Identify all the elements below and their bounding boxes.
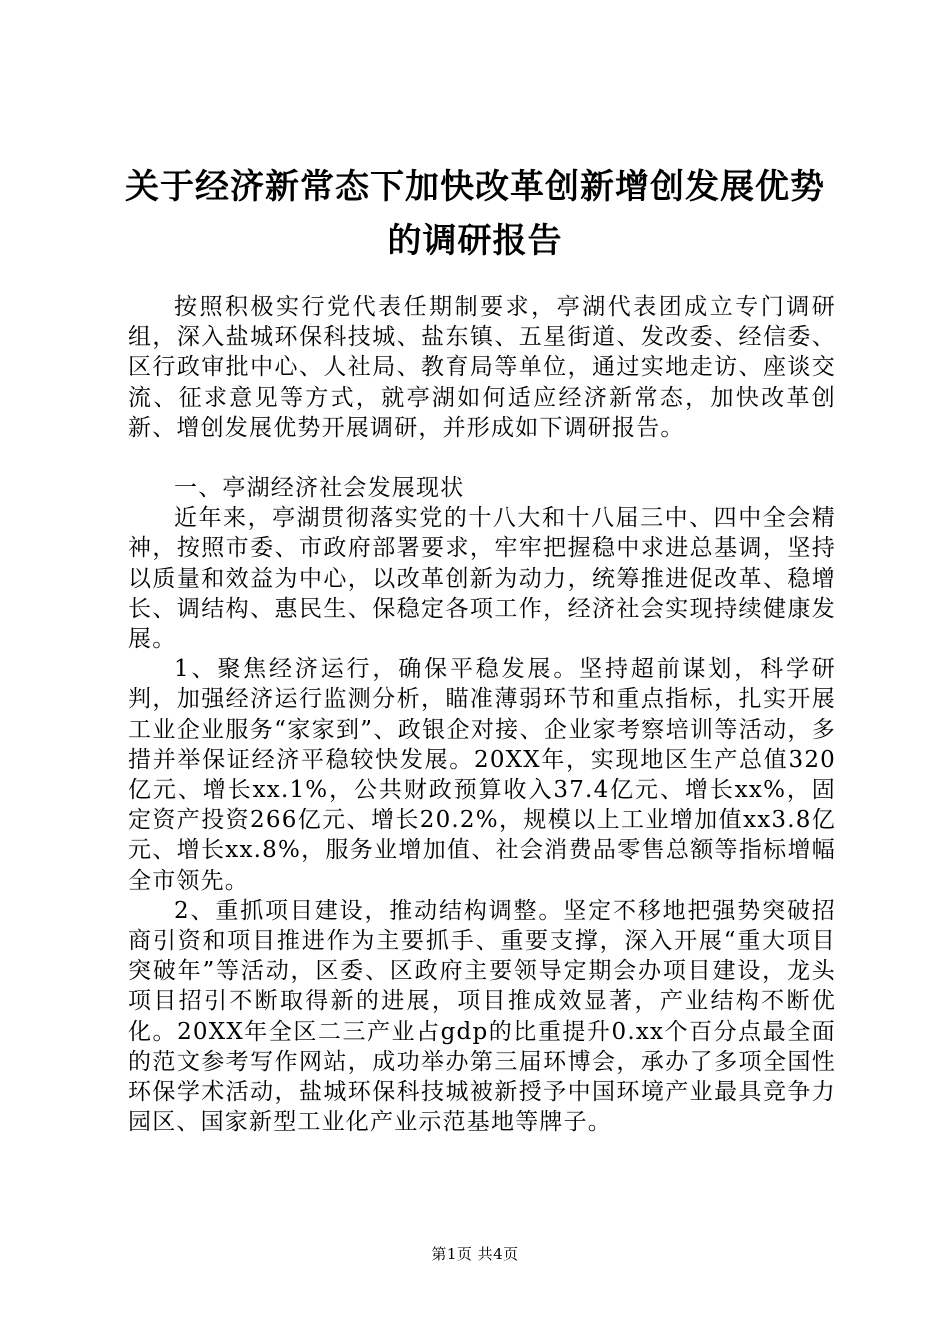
page-number-footer: 第1页 共4页 (431, 1245, 519, 1263)
section-heading: 一、亭湖经济社会发展现状 (174, 475, 465, 502)
item-1-paragraph: 1、聚焦经济运行，确保平稳发展。坚持超前谋划，科学研判，加强经济运行监测分析，瞄准薄弱环节和重点指标，扎实开展工业企业服务“家家到”、政银企对接、企业家考察培训等活动，多措并举保证经济平稳较快发展。20XX年，实现地区生产总值320亿元、增长xx.1%，公共财政预算收入37.4亿元、增长xx%，固定资产投资266亿元、增长20.2%，规模以上工业增加值xx3.8亿元、增长xx.8%，服务业增加值、社会消费品零售总额等指标增幅全市领先。 (128, 656, 836, 894)
document-body (128, 292, 836, 1137)
section-intro-paragraph: 近年来，亭湖贯彻落实党的十八大和十八届三中、四中全会精神，按照市委、市政府部署要求，牢牢把握稳中求进总基调，坚持以质量和效益为中心，以改革创新为动力，统筹推进促改革、稳增长、调结构、惠民生、保稳定各项工作，经济社会实现持续健康发展。 (128, 505, 836, 653)
intro-paragraph: 按照积极实行党代表任期制要求，亭湖代表团成立专门调研组，深入盐城环保科技城、盐东镇、五星街道、发改委、经信委、区行政审批中心、人社局、教育局等单位，通过实地走访、座谈交流、征求意见等方式，就亭湖如何适应经济新常态，加快改革创新、增创发展优势开展调研，并形成如下调研报告。 (128, 294, 836, 441)
item-2-paragraph: 2、重抓项目建设，推动结构调整。坚定不移地把强势突破招商引资和项目推进作为主要抓手、重要支撑，深入开展“重大项目突破年”等活动，区委、区政府主要领导定期会办项目建设，龙头项目招引不断取得新的进展，项目推成效显著，产业结构不断优化。20XX年全区二三产业占gdp的比重提升0.xx个百分点最全面的范文参考写作网站，成功举办第三届环博会，承办了多项全国性环保学术活动，盐城环保科技城被新授予中国环境产业最具竞争力园区、国家新型工业化产业示范基地等牌子。 (128, 897, 836, 1136)
title-line-2: 的调研报告 (387, 221, 563, 261)
document-title (110, 160, 840, 268)
title-line-1: 关于经济新常态下加快改革创新增创发展优势 (125, 167, 825, 207)
